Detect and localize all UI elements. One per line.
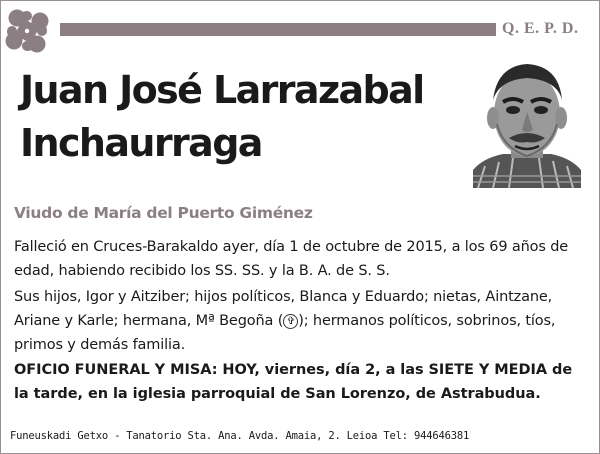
widower-of-line: Viudo de María del Puerto Giménez (14, 204, 313, 222)
deceased-portrait (473, 58, 581, 188)
death-announcement-paragraph: Falleció en Cruces-Barakaldo ayer, día 1 de octubre de 2015, a los 69 años de edad, habiendo recibido los SS. SS. y la B. A. de S. S. (14, 239, 569, 279)
family-text-part1: Sus hijos, Igor y Aitziber; hijos políticos, Blanca y Eduardo; nietas, Aintzane, Ariane y Karle; hermana, Mª Begoña ( (14, 289, 553, 329)
funeral-home-footer: Funeuskadi Getxo - Tanatorio Sta. Ana. Avda. Amaia, 2. Leioa Tel: 944646381 (10, 430, 470, 442)
funeral-service-paragraph: OFICIO FUNERAL Y MISA: HOY, viernes, día 2, a las SIETE Y MEDIA de la tarde, en la iglesia parroquial de San Lorenzo, de Astrabudua. (14, 362, 573, 402)
deceased-name (20, 64, 470, 170)
family-text-part2: ); hermanos políticos, sobrinos, tíos, primos y demás familia. (14, 313, 556, 353)
deceased-cross-icon: ✞ (283, 314, 298, 329)
family-paragraph (14, 285, 584, 357)
deceased-name-line2: Inchaurraga (20, 121, 262, 165)
qepd-label: Q. E. P. D. (502, 20, 579, 37)
header-rule (60, 23, 496, 36)
lauburu-icon (4, 8, 50, 54)
deceased-name-line1: Juan José Larrazabal (20, 68, 424, 112)
